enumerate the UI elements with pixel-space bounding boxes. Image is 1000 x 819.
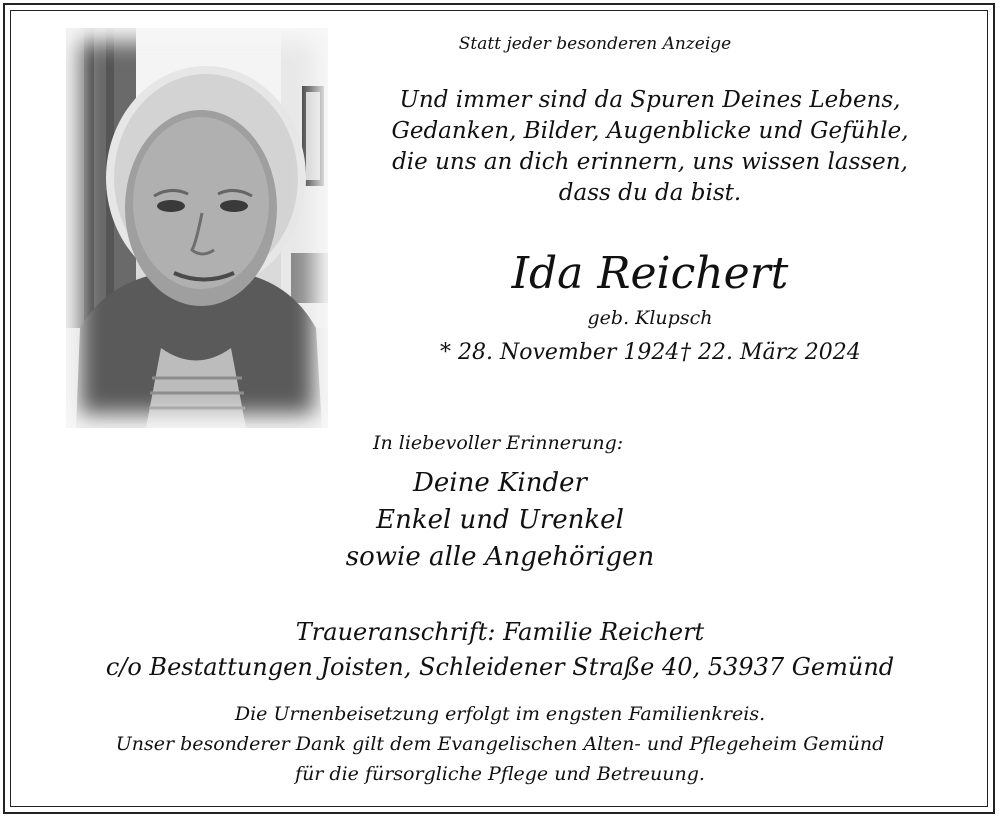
maiden-name: geb. Klupsch <box>587 307 713 329</box>
mourner-line: Deine Kinder <box>413 468 587 498</box>
poem-line: Und immer sind da Spuren Deines Lebens, <box>399 87 901 113</box>
footer-line: Die Urnenbeisetzung erfolgt im engsten Familienkreis. <box>234 703 766 725</box>
notice-header: Statt jeder besonderen Anzeige <box>458 34 732 54</box>
poem-line: die uns an dich erinnern, uns wissen lassen, <box>392 149 908 175</box>
poem-line: Gedanken, Bilder, Augenblicke und Gefühle, <box>391 118 909 144</box>
mourner-line: sowie alle Angehörigen <box>345 542 655 572</box>
address-line: c/o Bestattungen Joisten, Schleidener Straße 40, 53937 Gemünd <box>105 653 895 681</box>
birth-date: * 28. November 1924 <box>440 340 680 365</box>
address-line: Traueranschrift: Familie Reichert <box>295 618 705 646</box>
mourner-line: Enkel und Urenkel <box>376 505 624 535</box>
footer-line: Unser besonderer Dank gilt dem Evangelischen Alten- und Pflegeheim Gemünd <box>115 733 885 755</box>
remembrance-label: In liebevoller Erinnerung: <box>373 432 624 454</box>
deceased-name: Ida Reichert <box>511 248 789 299</box>
portrait-photo <box>66 28 328 428</box>
death-date: † 22. März 2024 <box>680 340 861 365</box>
footer-line: für die fürsorgliche Pflege und Betreuung. <box>295 763 705 785</box>
poem-line: dass du da bist. <box>558 180 742 206</box>
